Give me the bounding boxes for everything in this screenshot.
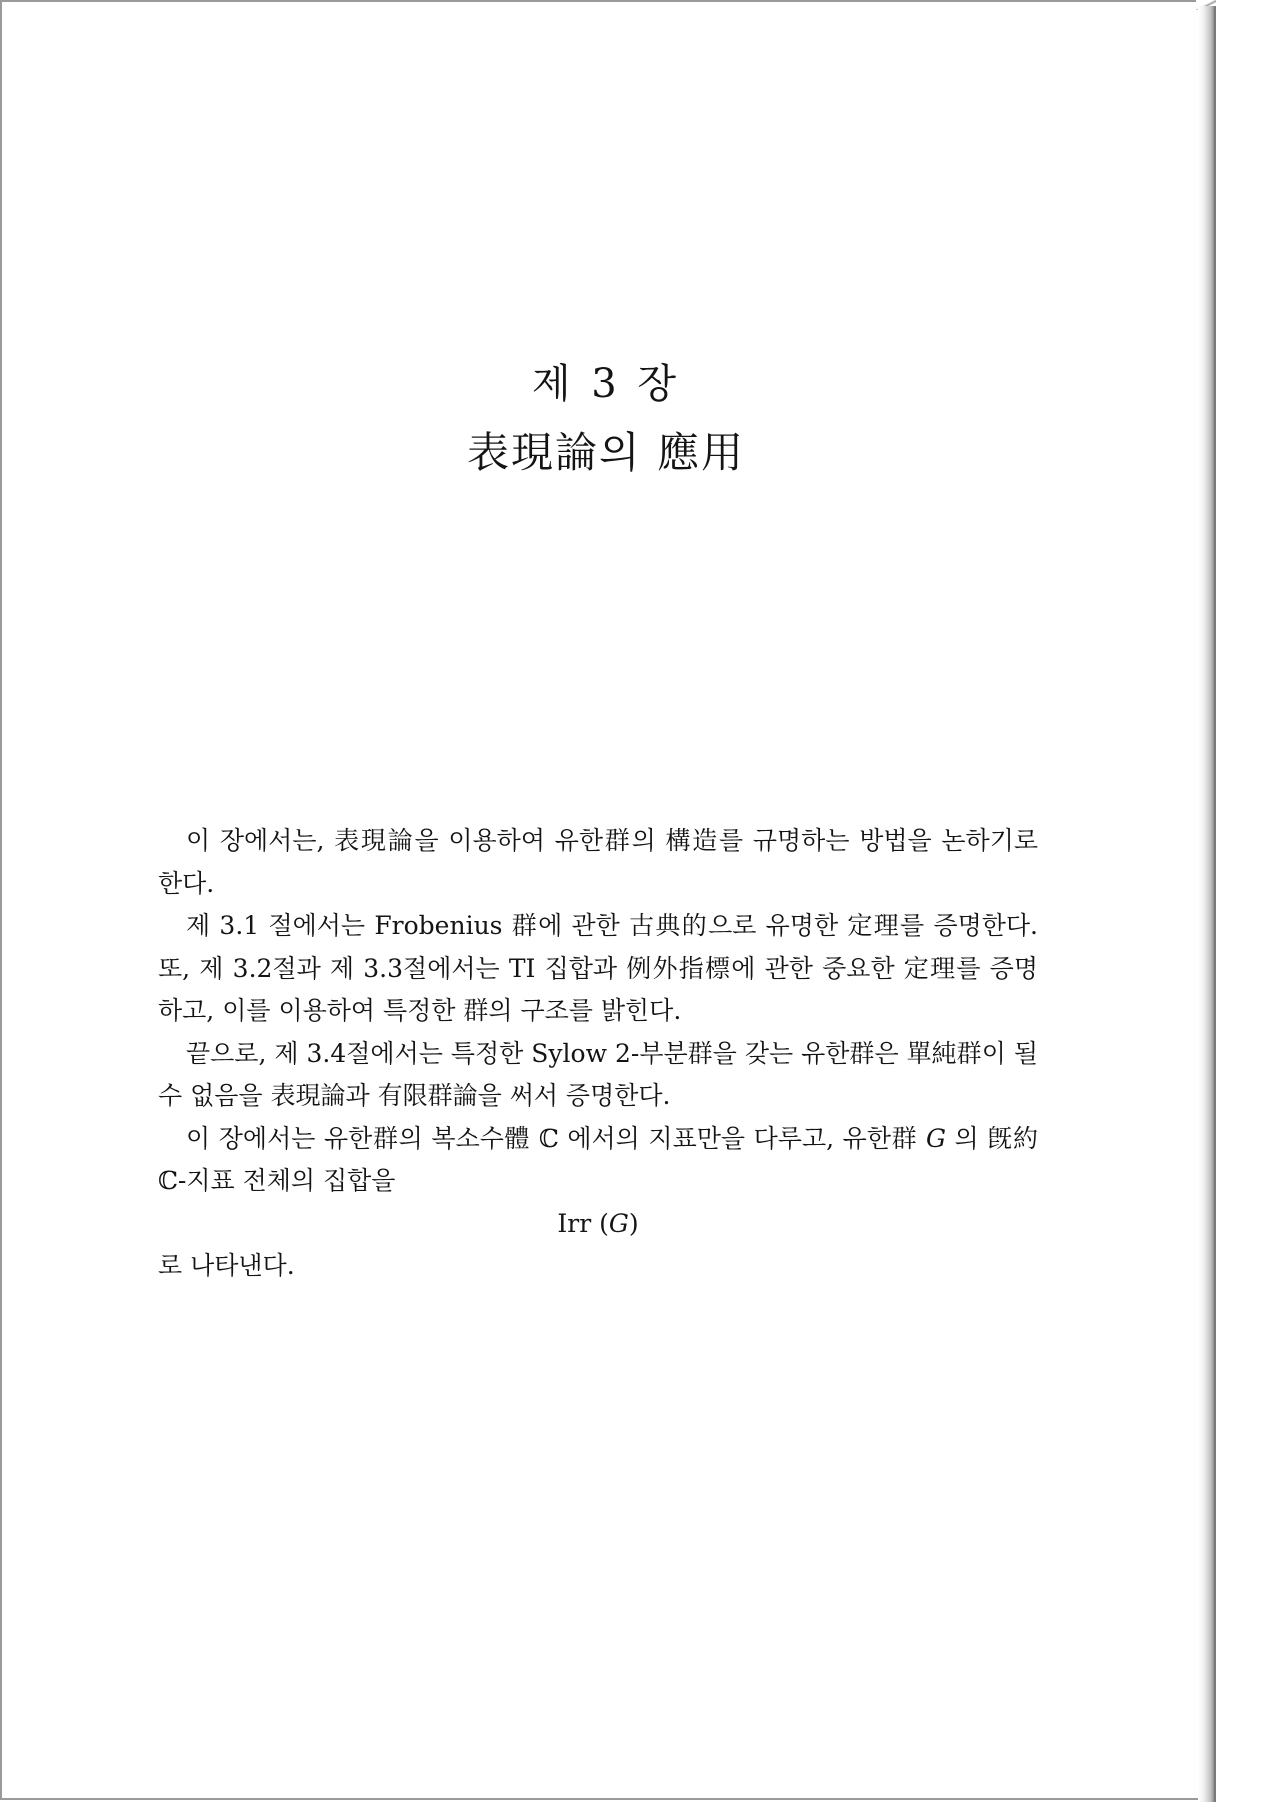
section-overview-paragraph: 제 3.1 절에서는 Frobenius 群에 관한 古典的으로 유명한 定理를 증명한다. 또, 제 3.2절과 제 3.3절에서는 TI 집합과 例外指標에 관한 중요한 定理를 증명하고, 이를 이용하여 특정한 群의 구조를 밝힌다.: [158, 911, 1038, 1025]
notation-text-end: 의 旣約 ℂ-지표 전체의 집합을: [158, 1123, 1038, 1195]
chapter-title: 表現論의 應用: [467, 428, 745, 477]
formula-variable: G: [608, 1208, 629, 1238]
group-variable: G: [925, 1123, 946, 1153]
scan-backdrop: [1216, 0, 1272, 1806]
notation-text-start: 이 장에서는 유한群의 복소수體 ℂ 에서의 지표만을 다루고, 유한群: [186, 1123, 926, 1153]
intro-paragraph: 이 장에서는, 表現論을 이용하여 유한群의 構造를 규명하는 방법을 논하기로 한다.: [158, 826, 1038, 898]
irr-formula: [158, 1203, 1038, 1246]
formula-prefix: Irr (: [557, 1208, 609, 1238]
final-section-paragraph: 끝으로, 제 3.4절에서는 특정한 Sylow 2-부분群을 갖는 유한群은 單純群이 될 수 없음을 表現論과 有限群論을 써서 증명한다.: [158, 1038, 1038, 1110]
page-edge-shadow: [1198, 6, 1216, 1802]
chapter-number: 제 3 장: [531, 361, 681, 407]
notation-paragraph: [158, 1118, 1038, 1203]
closing-line: 로 나타낸다.: [158, 1251, 295, 1280]
chapter-intro-text: [158, 820, 1038, 1288]
formula-suffix: ): [628, 1208, 639, 1238]
